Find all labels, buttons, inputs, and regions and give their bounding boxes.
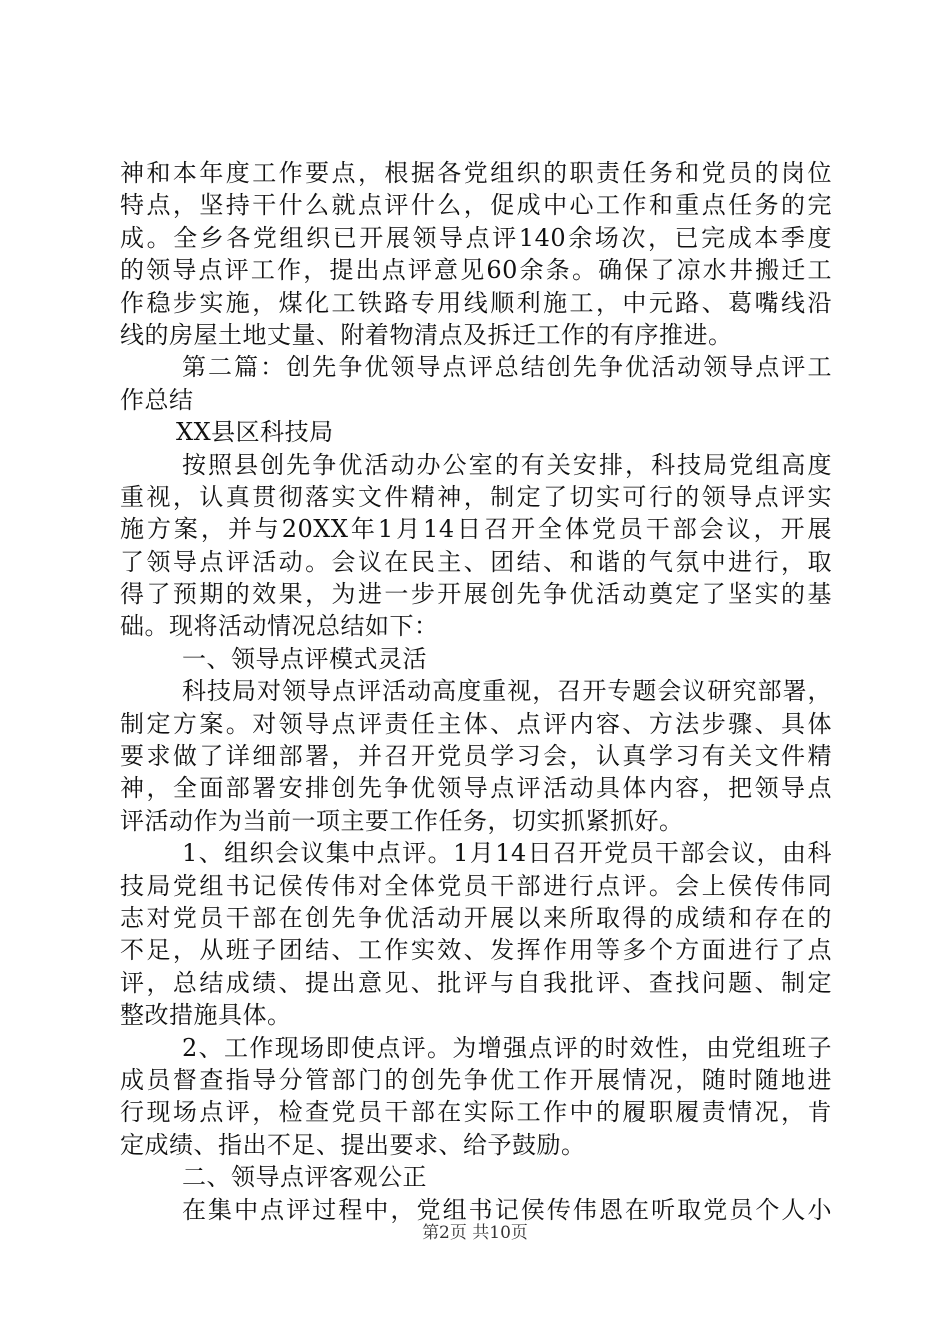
text-line: 评，总结成绩、提出意见、批评与自我批评、查找问题、制定 <box>120 968 832 997</box>
text-line: 得了预期的效果，为进一步开展创先争优活动奠定了坚实的基 <box>120 580 832 609</box>
text-line: 特点，坚持干什么就点评什么，促成中心工作和重点任务的完 <box>120 191 832 220</box>
text-line: 1、组织会议集中点评。1月14日召开党员干部会议，由科 <box>182 839 832 868</box>
text-line: 在集中点评过程中，党组书记侯传伟恩在听取党员个人小 <box>182 1195 832 1224</box>
document-body <box>120 157 832 1226</box>
page-number: 第2页 共10页 <box>422 1223 528 1243</box>
text-line: 成。全乡各党组织已开展领导点评140余场次，已完成本季度 <box>120 223 832 252</box>
section-heading: 第二篇：创先争优领导点评总结创先争优活动领导点评工 <box>182 353 832 382</box>
text-line: 重视，认真贯彻落实文件精神，制定了切实可行的领导点评实 <box>120 482 832 511</box>
text-line: 技局党组书记侯传伟对全体党员干部进行点评。会上侯传伟同 <box>120 871 832 900</box>
text-line: 整改措施具体。 <box>120 1001 292 1030</box>
text-line: 线的房屋土地丈量、附着物清点及拆迁工作的有序推进。 <box>120 320 733 349</box>
subheading: 二、领导点评客观公正 <box>182 1163 427 1192</box>
text-line: 要求做了详细部署，并召开党员学习会，认真学习有关文件精 <box>120 742 832 771</box>
text-line: 制定方案。对领导点评责任主体、点评内容、方法步骤、具体 <box>120 709 832 738</box>
section-heading-continued: 作总结 <box>120 385 194 414</box>
text-line: 志对党员干部在创先争优活动开展以来所取得的成绩和存在的 <box>120 903 832 932</box>
text-line: 础。现将活动情况总结如下： <box>120 612 439 641</box>
text-line: 了领导点评活动。会议在民主、团结、和谐的气氛中进行，取 <box>120 547 832 576</box>
text-line: 神，全面部署安排创先争优领导点评活动具体内容，把领导点 <box>120 774 832 803</box>
text-line: 不足，从班子团结、工作实效、发挥作用等多个方面进行了点 <box>120 936 832 965</box>
text-line: 2、工作现场即使点评。为增强点评的时效性，由党组班子 <box>182 1033 832 1062</box>
text-line: 的领导点评工作，提出点评意见60余条。确保了凉水井搬迁工 <box>120 256 832 285</box>
text-line: 评活动作为当前一项主要工作任务，切实抓紧抓好。 <box>120 806 684 835</box>
text-line: 科技局对领导点评活动高度重视，召开专题会议研究部署， <box>182 677 832 706</box>
text-line: 施方案，并与20XX年1月14日召开全体党员干部会议，开展 <box>120 515 832 544</box>
text-line: 按照县创先争优活动办公室的有关安排，科技局党组高度 <box>182 450 832 479</box>
subheading: 一、领导点评模式灵活 <box>182 644 427 673</box>
text-line: 定成绩、指出不足、提出要求、给予鼓励。 <box>120 1130 586 1159</box>
text-line: 作稳步实施，煤化工铁路专用线顺利施工，中元路、葛嘴线沿 <box>120 288 832 317</box>
text-line: 成员督查指导分管部门的创先争优工作开展情况，随时随地进 <box>120 1065 832 1094</box>
organization-name: XX县区科技局 <box>176 418 334 447</box>
text-line: 行现场点评，检查党员干部在实际工作中的履职履责情况，肯 <box>120 1098 832 1127</box>
text-line: 神和本年度工作要点，根据各党组织的职责任务和党员的岗位 <box>120 159 832 187</box>
